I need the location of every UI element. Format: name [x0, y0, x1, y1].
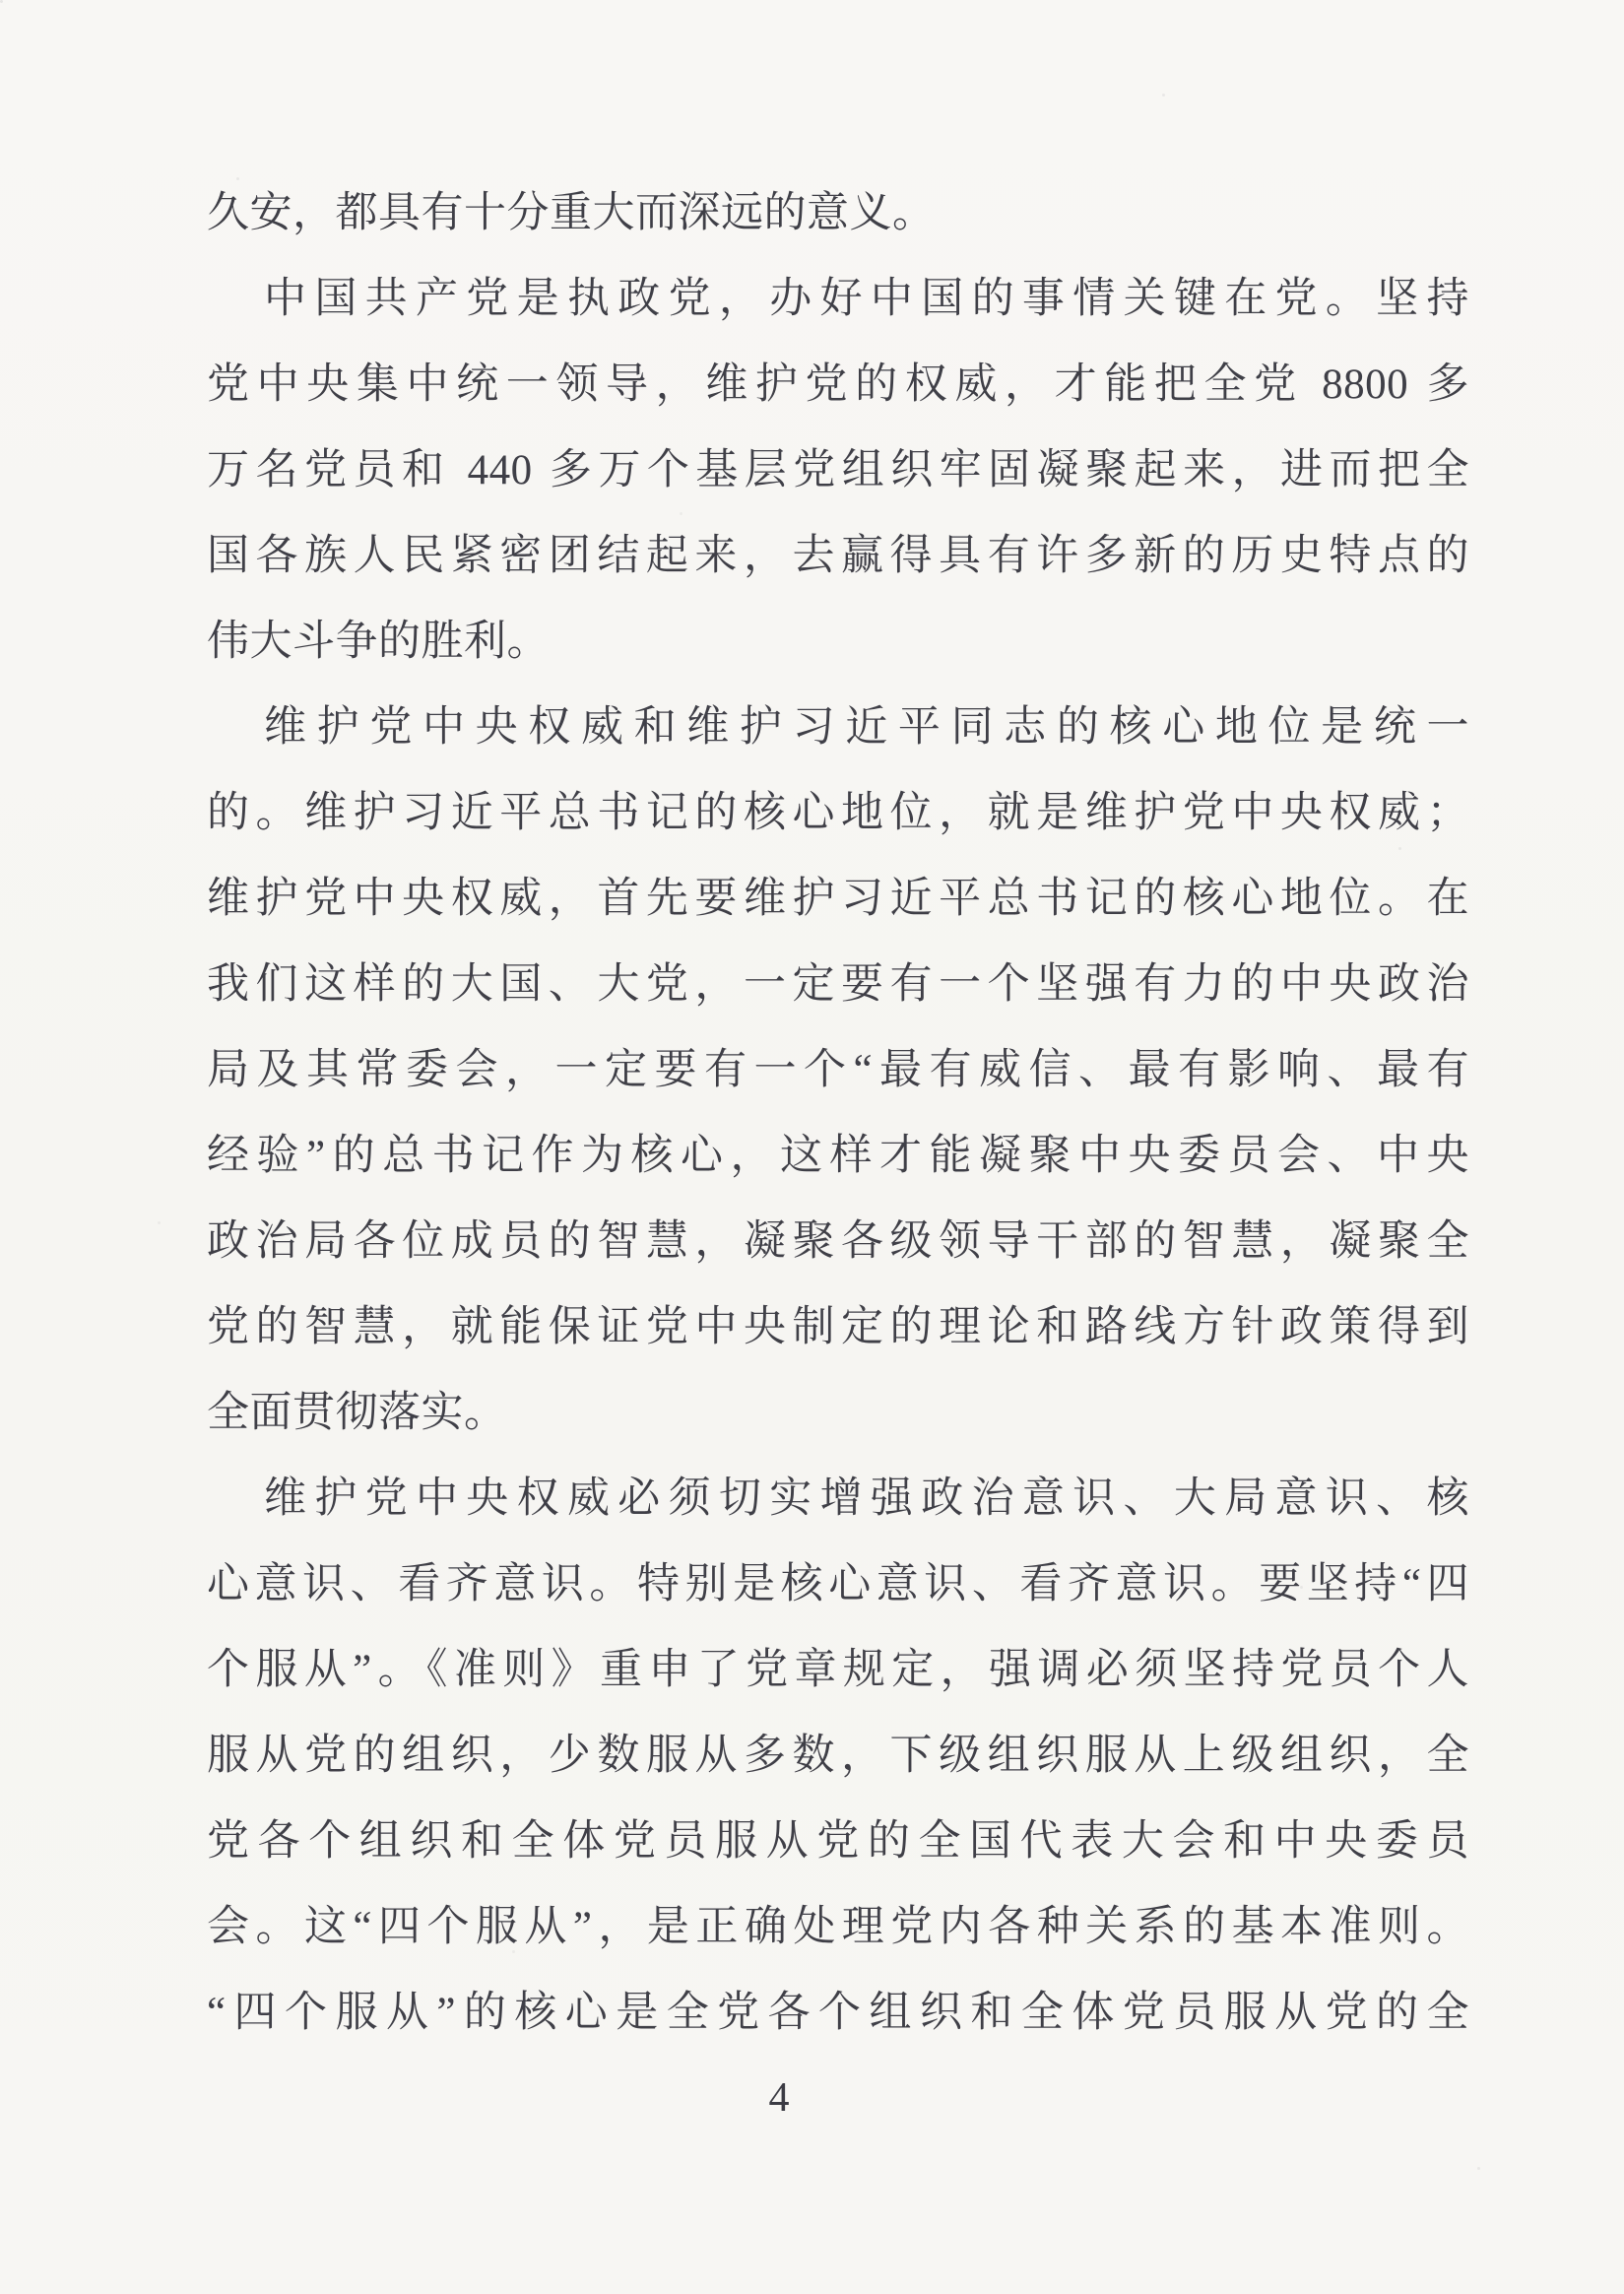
text-line: 我们这样的大国、大党，一定要有一个坚强有力的中央政治: [207, 961, 1469, 1008]
page-number: 4: [768, 2075, 790, 2121]
text-line: 经验”的总书记作为核心，这样才能凝聚中央委员会、中央: [207, 1133, 1469, 1179]
text-line: 会。这“四个服从”，是正确处理党内各种关系的基本准则。: [207, 1904, 1469, 1950]
paragraph: [207, 256, 1469, 685]
text-line: 的。维护习近平总书记的核心地位，就是维护党中央权威；: [207, 790, 1469, 836]
text-line: 党中央集中统一领导，维护党的权威，才能把全党 8800 多: [207, 361, 1469, 408]
paragraph: [207, 685, 1469, 1456]
text-line: 个服从”。《准则》重申了党章规定，强调必须坚持党员个人: [207, 1647, 1469, 1693]
text-line: 维护党中央权威必须切实增强政治意识、大局意识、核: [264, 1475, 1469, 1522]
paragraph: [207, 170, 1469, 256]
text-line: 万名党员和 440 多万个基层党组织牢固凝聚起来，进而把全: [207, 447, 1469, 493]
text-line: 久安，都具有十分重大而深远的意义。: [207, 190, 936, 236]
text-line: 伟大斗争的胜利。: [207, 619, 550, 665]
text-line: 全面贯彻落实。: [207, 1390, 507, 1436]
text-line: 局及其常委会，一定要有一个“最有威信、最有影响、最有: [207, 1047, 1469, 1093]
text-line: 服从党的组织，少数服从多数，下级组织服从上级组织，全: [207, 1733, 1469, 1779]
text-line: 政治局各位成员的智慧，凝聚各级领导干部的智慧，凝聚全: [207, 1218, 1469, 1265]
scan-noise: [0, 0, 3, 3]
text-line: 维护党中央权威，首先要维护习近平总书记的核心地位。在: [207, 876, 1469, 922]
text-line: 国各族人民紧密团结起来，去赢得具有许多新的历史特点的: [207, 533, 1469, 579]
text-line: 维护党中央权威和维护习近平同志的核心地位是统一: [264, 704, 1469, 751]
text-line: 党各个组织和全体党员服从党的全国代表大会和中央委员: [207, 1818, 1469, 1865]
text-line: 心意识、看齐意识。特别是核心意识、看齐意识。要坚持“四: [207, 1561, 1469, 1607]
paragraph: [207, 1456, 1469, 2056]
text-line: “四个服从”的核心是全党各个组织和全体党员服从党的全: [207, 1990, 1469, 2036]
document-content: [207, 170, 1469, 2056]
text-line: 党的智慧，就能保证党中央制定的理论和路线方针政策得到: [207, 1304, 1469, 1350]
text-line: 中国共产党是执政党，办好中国的事情关键在党。坚持: [264, 276, 1469, 322]
